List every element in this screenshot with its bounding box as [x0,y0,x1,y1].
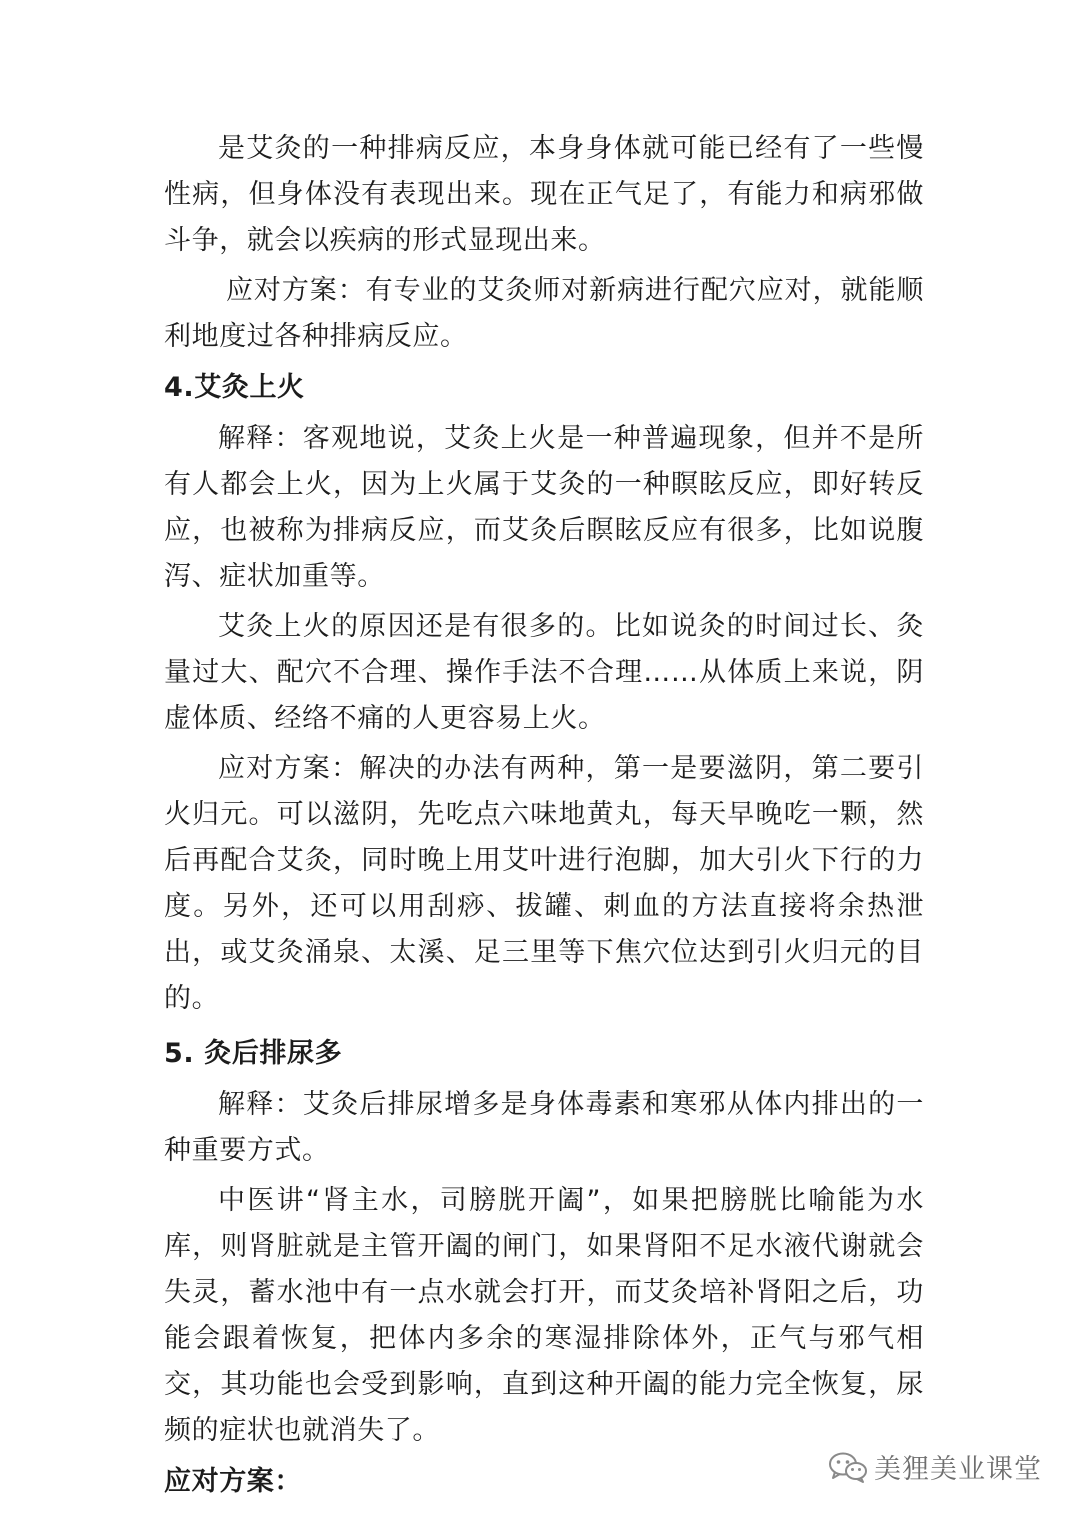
paragraph-7: 中医讲“肾主水，司膀胱开阖”，如果把膀胱比喻能为水库，则肾脏就是主管开阖的闸门，如果肾阳不足水液代谢就会失灵，蓄水池中有一点水就会打开，而艾灸培补肾阳之后，功能会跟着恢复，把体内多余的寒湿排除体外，正气与邪气相交，其功能也会受到影响，直到这种开阖的能力完全恢复，尿频的症状也就消失了。 [164,1185,924,1446]
section-heading-response: 应对方案： [164,1466,302,1497]
paragraph-2: 应对方案：有专业的艾灸师对新病进行配穴应对，就能顺利地度过各种排病反应。 [164,275,924,352]
paragraph-1: 是艾灸的一种排病反应，本身身体就可能已经有了一些慢性病，但身体没有表现出来。现在正气足了，有能力和病邪做斗争，就会以疾病的形式显现出来。 [164,133,924,256]
watermark [828,1447,1042,1486]
watermark-text: 美狸美业课堂 [874,1454,1042,1485]
wechat-icon [828,1450,868,1484]
article-body [164,126,924,1506]
section-heading-4: 4.艾灸上火 [164,372,305,403]
paragraph-3: 解释：客观地说，艾灸上火是一种普遍现象，但并不是所有人都会上火，因为上火属于艾灸的一种瞑眩反应，即好转反应，也被称为排病反应，而艾灸后瞑眩反应有很多，比如说腹泻、症状加重等。 [164,423,924,592]
paragraph-4: 艾灸上火的原因还是有很多的。比如说灸的时间过长、灸量过大、配穴不合理、操作手法不合理……从体质上来说，阴虚体质、经络不痛的人更容易上火。 [164,611,924,734]
paragraph-5: 应对方案：解决的办法有两种，第一是要滋阴，第二要引火归元。可以滋阴，先吃点六味地黄丸，每天早晚吃一颗，然后再配合艾灸，同时晚上用艾叶进行泡脚，加大引火下行的力度。另外，还可以用刮痧、拔罐、刺血的方法直接将余热泄出，或艾灸涌泉、太溪、足三里等下焦穴位达到引火归元的目的。 [164,753,924,1014]
paragraph-6: 解释：艾灸后排尿增多是身体毒素和寒邪从体内排出的一种重要方式。 [164,1089,924,1166]
section-heading-5: 5. 灸后排尿多 [164,1038,343,1069]
